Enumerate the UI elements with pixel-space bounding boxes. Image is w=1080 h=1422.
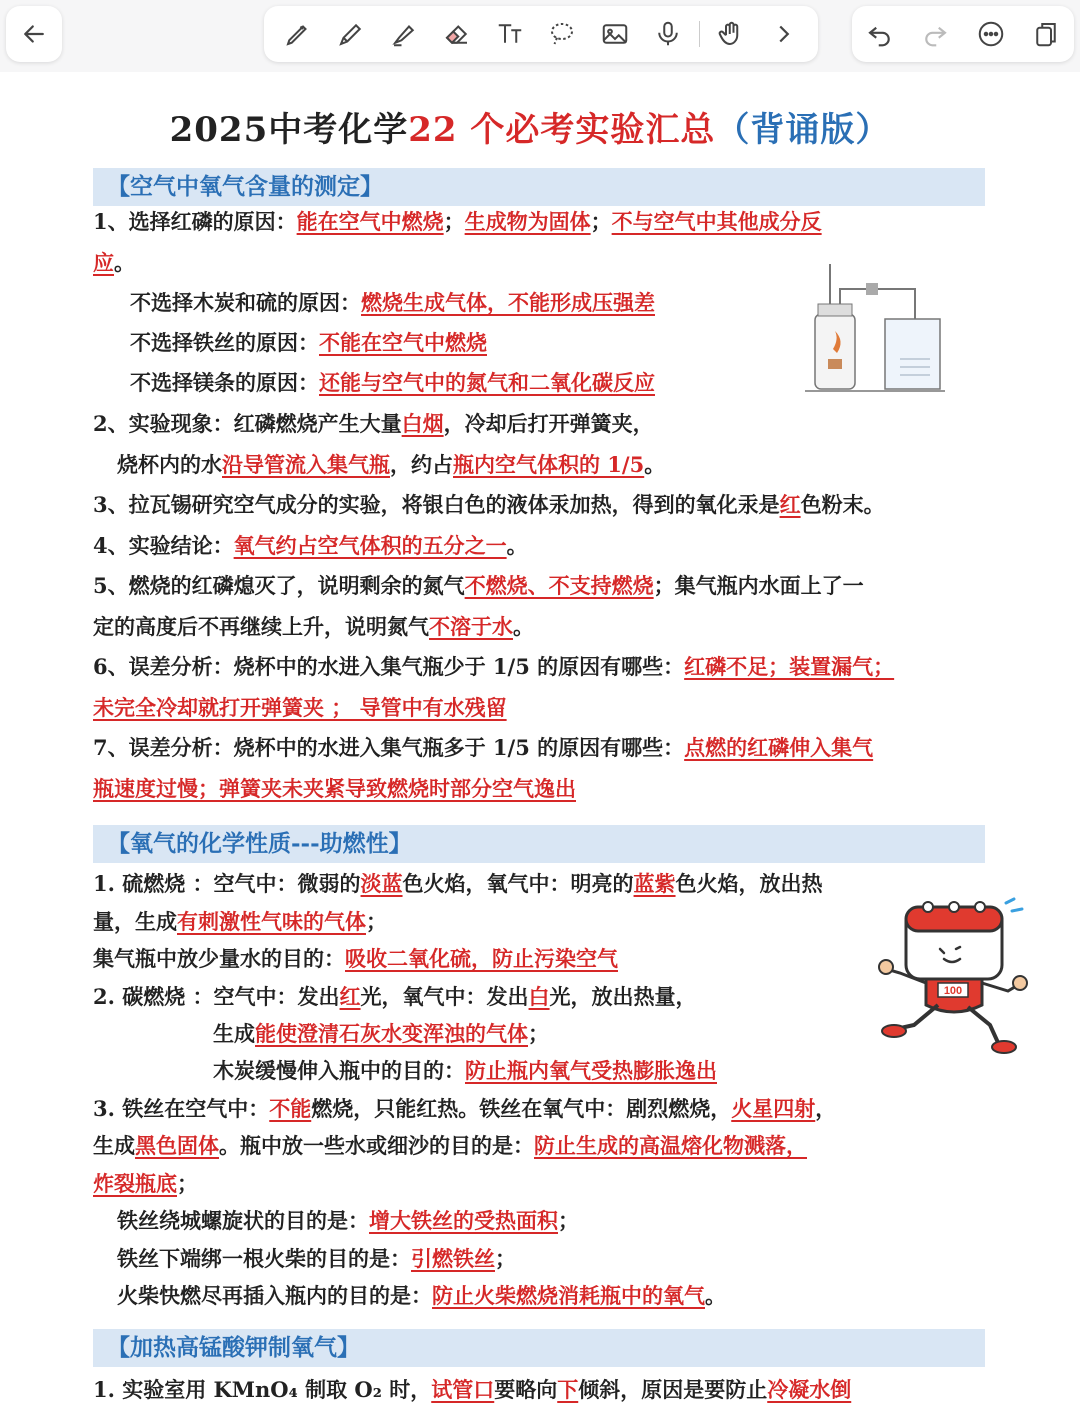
apparatus-diagram: [800, 259, 950, 399]
text-line: [93, 774, 576, 804]
answer-blank: 淡蓝: [360, 871, 403, 896]
section-header-oxygen-content: 【空气中氧气含量的测定】: [93, 168, 985, 206]
answer-blank: 沿导管流入集气瓶: [222, 452, 390, 477]
line-text: 定的高度后不再继续上升，说明氮气: [93, 614, 429, 639]
line-text: 量，生成: [93, 909, 177, 934]
text-line: [93, 944, 618, 974]
line-text: 3、拉瓦锡研究空气成分的实验，将银白色的液体汞加热，得到的氧化汞是: [93, 492, 780, 517]
text-line: [93, 409, 654, 439]
answer-blank: 瓶速度过慢；弹簧夹未夹紧导致燃烧时部分空气逸出: [93, 776, 576, 801]
text-line: [213, 1056, 717, 1086]
answer-blank: 点燃的红磷伸入集气: [684, 735, 874, 760]
answer-blank: 吸收二氧化硫，防止污染空气: [345, 946, 618, 971]
line-text: 6、误差分析：烧杯中的水进入集气瓶少于 1/5 的原因有哪些：: [93, 654, 685, 679]
line-text: ；: [590, 209, 612, 234]
text-line: [93, 733, 873, 763]
line-text: 1. 硫燃烧 ：空气中：微弱的: [93, 871, 361, 896]
text-line: [213, 1019, 549, 1049]
line-text: 色粉末。: [800, 492, 885, 517]
history-bar: [852, 6, 1074, 62]
answer-blank: 不溶于水: [429, 614, 513, 639]
text-tool-icon[interactable]: [488, 12, 532, 56]
line-text: ；: [495, 1246, 516, 1271]
answer-blank: 应: [93, 250, 114, 275]
text-line: [93, 531, 528, 561]
microphone-icon[interactable]: [646, 12, 690, 56]
line-text: ，冷却后打开弹簧夹，: [443, 411, 654, 436]
line-text: 。: [506, 533, 528, 558]
line-text: 铁丝下端绑一根火柴的目的是：: [117, 1246, 411, 1271]
text-line: [130, 328, 487, 358]
line-text: 。: [513, 614, 534, 639]
answer-blank: 防止瓶内氧气受热膨胀逸出: [465, 1058, 717, 1083]
line-text: 倾斜，原因是要防止: [578, 1377, 768, 1402]
hand-touch-icon[interactable]: [709, 12, 753, 56]
answer-blank: 红: [779, 492, 801, 517]
line-text: 木炭缓慢伸入瓶中的目的：: [213, 1058, 465, 1083]
answer-blank: 还能与空气中的氮气和二氧化碳反应: [319, 370, 655, 395]
answer-blank: 引燃铁丝: [411, 1246, 495, 1271]
section-header-kmno4: 【加热高锰酸钾制氧气】: [93, 1329, 985, 1367]
line-text: 1. 实验室用 KMnO₄ 制取 O₂ 时，: [93, 1377, 432, 1402]
answer-blank: 氧气约占空气体积的五分之一: [233, 533, 507, 558]
answer-blank: 瓶内空气体积的 1/5: [453, 452, 645, 477]
line-text: 3. 铁丝在空气中：: [93, 1096, 270, 1121]
answer-blank: 炸裂瓶底: [93, 1171, 177, 1196]
line-text: ；集气瓶内水面上了一: [653, 573, 864, 598]
answer-blank: 不燃烧、不支持燃烧: [464, 573, 654, 598]
line-text: 光，放出热量，: [549, 984, 697, 1009]
line-text: 集气瓶中放少量水的目的：: [93, 946, 345, 971]
text-line: [117, 1206, 579, 1236]
answer-blank: 白: [528, 984, 550, 1009]
line-text: 火柴快燃尽再插入瓶内的目的是：: [117, 1283, 432, 1308]
text-line: [93, 869, 823, 899]
answer-blank: 试管口: [431, 1377, 495, 1402]
line-text: 燃烧，只能红热。铁丝在氧气中：剧烈燃烧，: [311, 1096, 732, 1121]
answer-blank: 未完全冷却就打开弹簧夹 ； 导管中有水残留: [93, 695, 507, 720]
text-line: [93, 693, 507, 723]
line-text: 。: [705, 1283, 726, 1308]
line-text: 色火焰，放出热: [675, 871, 823, 896]
answer-blank: 冷凝水倒: [767, 1377, 852, 1402]
line-text: 1、选择红磷的原因：: [93, 209, 297, 234]
line-text: 2、实验现象：红磷燃烧产生大量: [93, 411, 402, 436]
title-part-1: 2025中考化学: [169, 110, 409, 150]
text-line: [93, 652, 894, 682]
arrow-left-icon[interactable]: [12, 12, 56, 56]
answer-blank: 生成物为固体: [464, 209, 591, 234]
answer-blank: 黑色固体: [135, 1133, 219, 1158]
eraser-icon[interactable]: [435, 12, 479, 56]
line-text: ；: [443, 209, 465, 234]
line-text: 7、误差分析：烧杯中的水进入集气瓶多于 1/5 的原因有哪些：: [93, 735, 685, 760]
answer-blank: 下: [557, 1377, 579, 1402]
text-line: [93, 1094, 836, 1124]
mascot-badge: 100: [943, 985, 963, 997]
text-line: [93, 571, 864, 601]
answer-blank: 能使澄清石灰水变浑浊的气体: [255, 1021, 528, 1046]
answer-blank: 能在空气中燃烧: [296, 209, 444, 234]
line-text: 5、燃烧的红磷熄灭了，说明剩余的氮气: [93, 573, 465, 598]
line-text: 不选择镁条的原因：: [130, 370, 319, 395]
answer-blank: 白烟: [401, 411, 444, 436]
line-text: ；: [366, 909, 387, 934]
text-line: [93, 982, 697, 1012]
text-line: [130, 368, 655, 398]
line-text: ，约占: [390, 452, 453, 477]
pages-icon[interactable]: [1024, 12, 1068, 56]
line-text: 光，氧气中：发出: [360, 984, 529, 1009]
answer-blank: 燃烧生成气体，不能形成压强差: [361, 290, 655, 315]
line-text: ，: [815, 1096, 837, 1121]
line-text: ；: [558, 1208, 579, 1233]
text-line: [93, 248, 135, 278]
answer-blank: 防止生成的高温熔化物溅落，: [534, 1133, 807, 1158]
highlighter-icon[interactable]: [382, 12, 426, 56]
title-part-2: 22 个必考实验汇总: [408, 110, 716, 150]
answer-blank: 增大铁丝的受热面积: [369, 1208, 558, 1233]
line-text: 不选择铁丝的原因：: [130, 330, 319, 355]
pencil-icon[interactable]: [329, 12, 373, 56]
line-text: 不选择木炭和硫的原因：: [130, 290, 361, 315]
line-text: 4、实验结论：: [93, 533, 234, 558]
more-icon[interactable]: [969, 12, 1013, 56]
title-part-3: （背诵版）: [715, 110, 891, 150]
answer-blank: 防止火柴燃烧消耗瓶中的氧气: [432, 1283, 705, 1308]
line-text: 铁丝绕城螺旋状的目的是：: [117, 1208, 369, 1233]
text-line: [93, 1375, 851, 1405]
line-text: 。瓶中放一些水或细沙的目的是：: [219, 1133, 534, 1158]
runner-mascot-sticker: [878, 897, 1034, 1057]
lasso-icon[interactable]: [540, 12, 584, 56]
line-text: 烧杯内的水: [117, 452, 222, 477]
line-text: 。: [644, 452, 666, 477]
line-text: 色火焰，氧气中：明亮的: [402, 871, 634, 896]
note-page[interactable]: [0, 72, 1080, 1422]
toolbar-divider: [699, 21, 700, 47]
text-line: [93, 907, 387, 937]
answer-blank: 红磷不足；装置漏气；: [684, 654, 895, 679]
pen-icon[interactable]: [276, 12, 320, 56]
text-line: [117, 450, 665, 480]
section-header-oxygen-properties: 【氧气的化学性质---助燃性】: [93, 825, 985, 863]
answer-blank: 不能在空气中燃烧: [319, 330, 487, 355]
answer-blank: 火星四射: [731, 1096, 816, 1121]
redo-icon[interactable]: [913, 12, 957, 56]
text-line: [117, 1281, 726, 1311]
answer-blank: 不能: [269, 1096, 312, 1121]
text-line: [93, 490, 885, 520]
back-button[interactable]: [6, 6, 62, 62]
text-line: [130, 288, 655, 318]
line-text: 生成: [93, 1133, 135, 1158]
answer-blank: 不与空气中其他成分反: [611, 209, 822, 234]
answer-blank: 蓝紫: [633, 871, 676, 896]
line-text: ；: [528, 1021, 549, 1046]
text-line: [93, 1131, 807, 1161]
line-text: 要略向: [494, 1377, 558, 1402]
text-line: [117, 1244, 516, 1274]
drawing-tools-bar: [264, 6, 818, 62]
top-toolbar: [0, 0, 1080, 72]
image-icon[interactable]: [593, 12, 637, 56]
answer-blank: 有刺激性气味的气体: [177, 909, 366, 934]
text-line: [93, 207, 822, 237]
text-line: [93, 1169, 198, 1199]
line-text: 2. 碳燃烧 ：空气中：发出: [93, 984, 340, 1009]
chevron-right-icon[interactable]: [762, 12, 806, 56]
undo-icon[interactable]: [858, 12, 902, 56]
line-text: 生成: [213, 1021, 255, 1046]
line-text: ；: [177, 1171, 198, 1196]
answer-blank: 红: [339, 984, 361, 1009]
page-title: [0, 102, 1060, 151]
text-line: [93, 612, 534, 642]
line-text: 。: [114, 250, 135, 275]
